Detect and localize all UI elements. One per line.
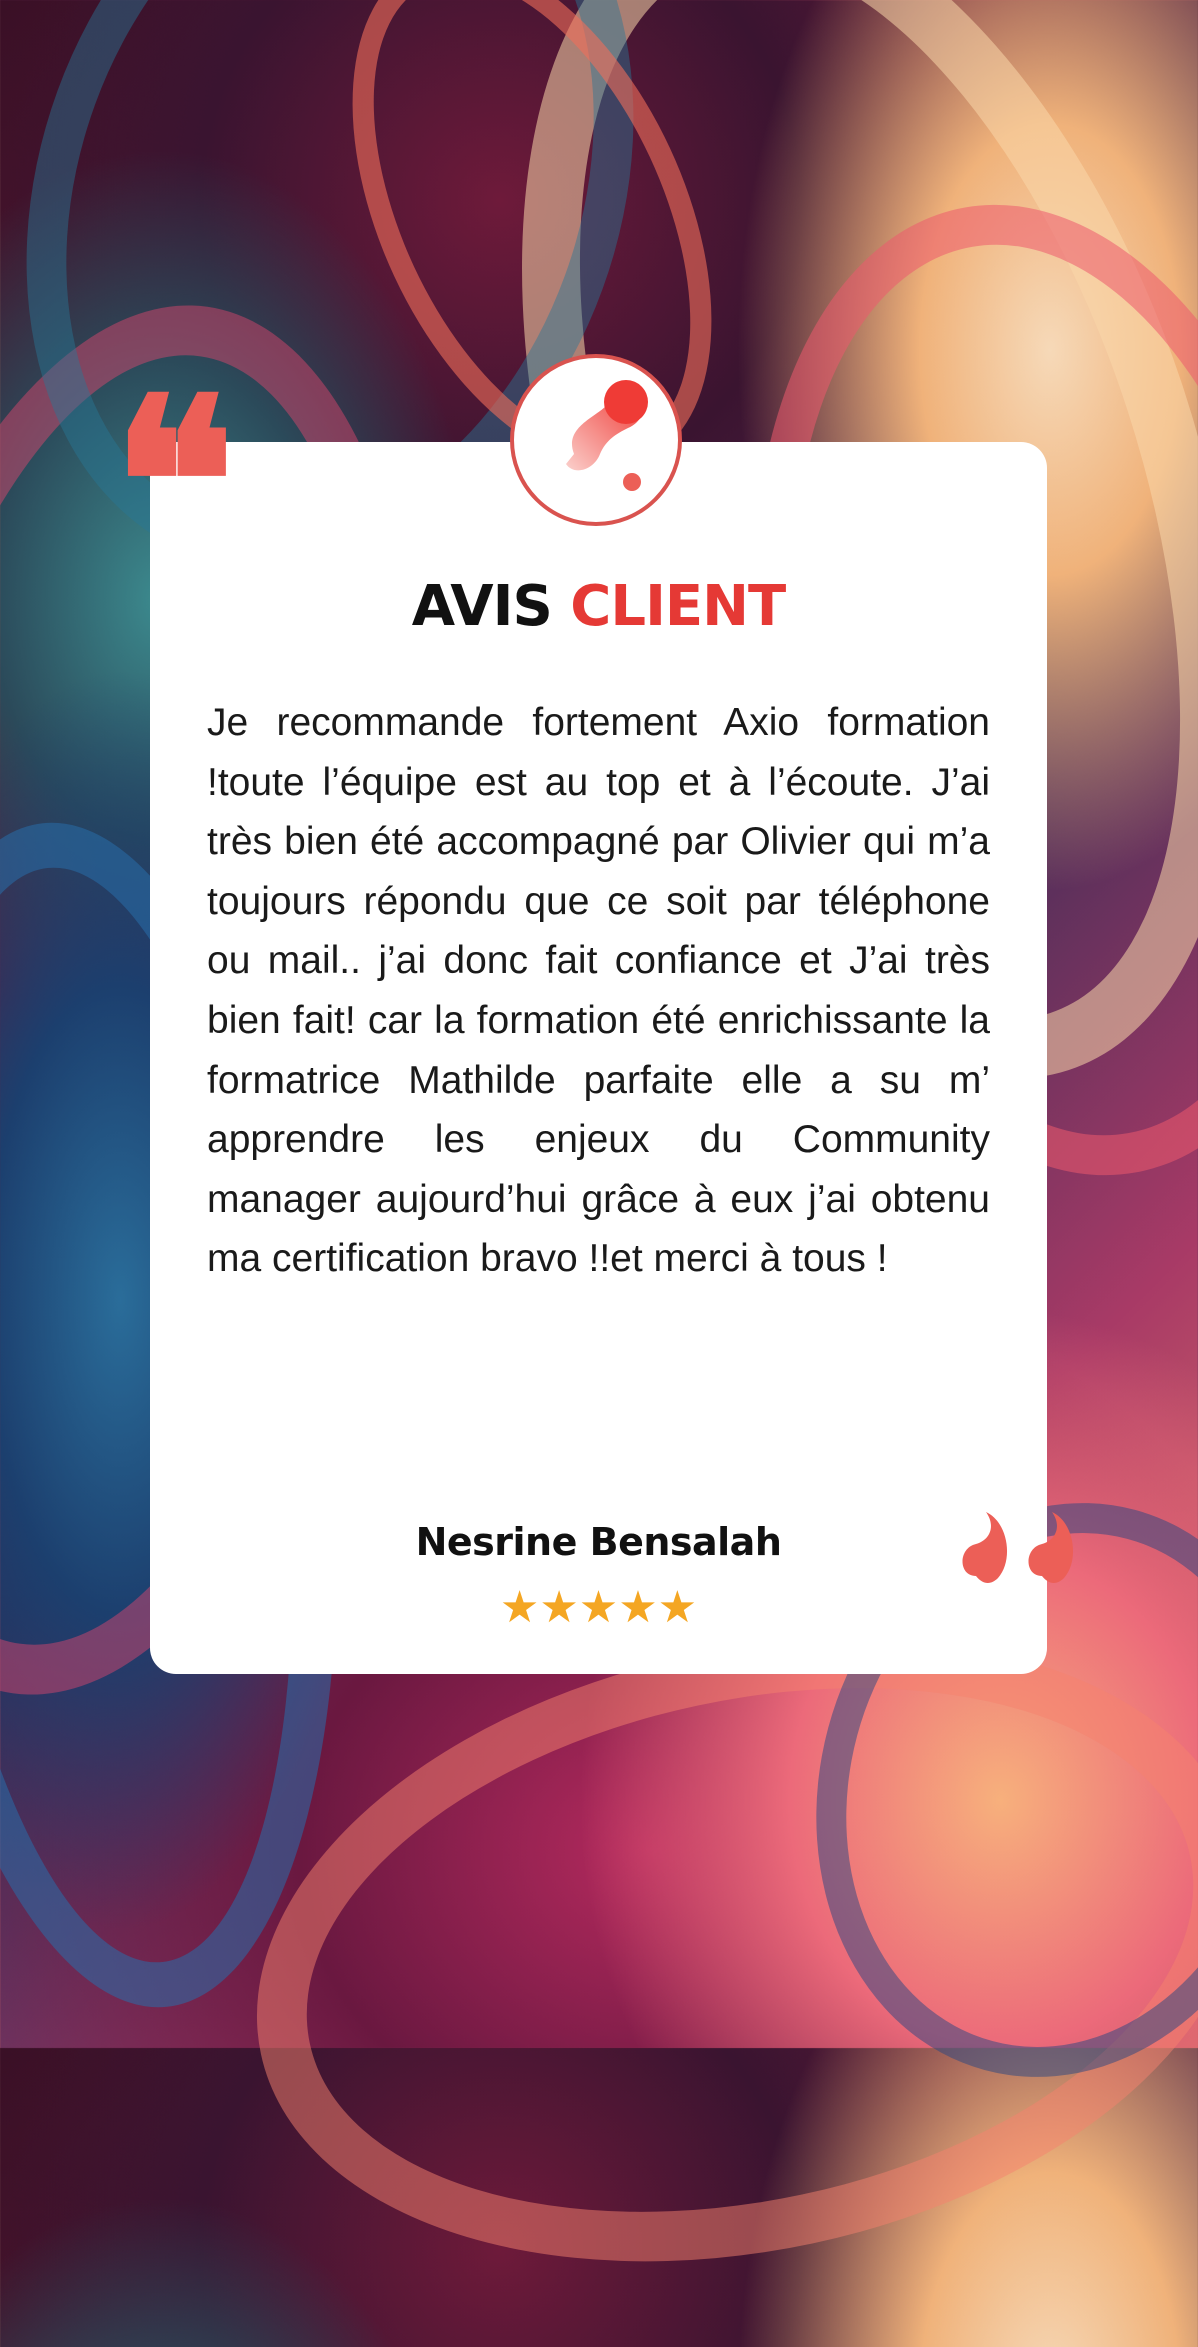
brand-logo-icon xyxy=(514,358,678,522)
review-text: Je recommande fortement Axio formation !toute l’équipe est au top et à l’écoute. J’ai très bien été accompagné par Olivier qui m’a toujours répondu que ce soit par téléphone ou mail.. j’ai donc fait confiance et J’ai très bien fait! car la formation été enrichissante la formatrice Mathilde parfaite elle a su m’ apprendre les enjeux du Community manager aujourd’hui grâce à eux j’ai obtenu ma certification bravo !!et merci à tous ! xyxy=(207,701,990,1281)
star-rating: ★★★★★ xyxy=(499,1582,698,1633)
title-part-1: AVIS xyxy=(411,574,571,639)
title-part-2: CLIENT xyxy=(570,574,786,639)
brand-logo xyxy=(510,354,682,526)
author-name: Nesrine Bensalah xyxy=(415,1520,782,1564)
open-quote-icon: ❝ xyxy=(112,348,236,618)
page-title xyxy=(150,574,1047,639)
